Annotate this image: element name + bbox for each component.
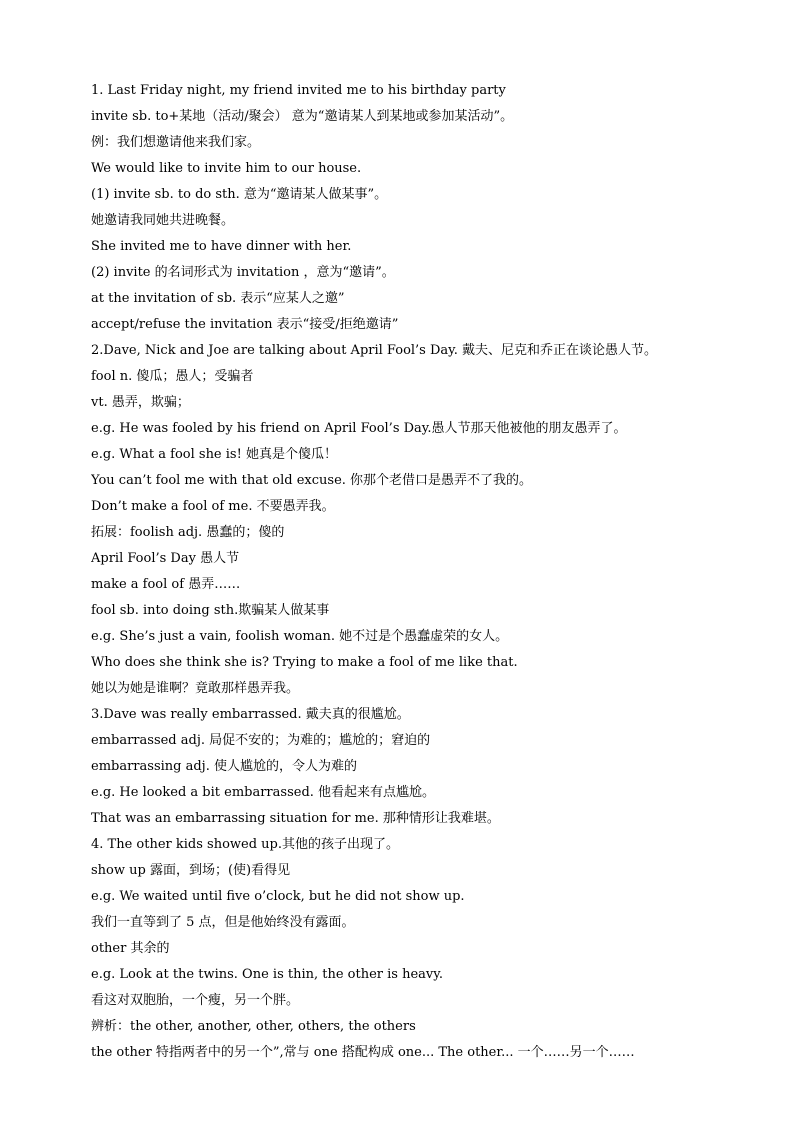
text-line-3: 例：我们想邀请他来我们家。 (91, 135, 261, 150)
text-line-14: e.g. He was fooled by his friend on April Fool’s Day.愚人节那天他被他的朋友愚弄了。 (91, 421, 627, 436)
text-line-25: 3.Dave was really embarrassed. 戴夫真的很尴尬。 (91, 707, 410, 722)
text-line-26: embarrassed adj. 局促不安的；为难的；尴尬的；窘迫的 (91, 733, 431, 748)
text-line-36: 看这对双胞胎，一个瘦，另一个胖。 (91, 993, 300, 1008)
text-line-11: 2.Dave, Nick and Joe are talking about April Fool’s Day. 戴夫、尼克和乔正在谈论愚人节。 (91, 343, 658, 358)
text-line-4: We would like to invite him to our house. (91, 161, 362, 176)
text-line-24: 她以为她是谁啊？竟敢那样愚弄我。 (91, 681, 300, 696)
text-line-16: You can’t fool me with that old excuse. 你那个老借口是愚弄不了我的。 (91, 473, 533, 488)
text-line-18: 拓展：foolish adj. 愚蠢的；傻的 (91, 525, 285, 540)
text-line-6: 她邀请我同她共进晚餐。 (91, 213, 235, 228)
text-line-34: other 其余的 (91, 941, 170, 956)
text-line-7: She invited me to have dinner with her. (91, 239, 352, 254)
document-body (91, 78, 751, 1066)
text-line-37: 辨析：the other, another, other, others, the others (91, 1019, 416, 1034)
text-line-23: Who does she think she is? Trying to make a fool of me like that. (91, 655, 518, 670)
text-line-30: 4. The other kids showed up.其他的孩子出现了。 (91, 837, 400, 852)
text-line-27: embarrassing adj. 使人尴尬的，令人为难的 (91, 759, 357, 774)
text-line-5: (1) invite sb. to do sth. 意为“邀请某人做某事”。 (91, 187, 388, 202)
text-line-31: show up 露面，到场；(使)看得见 (91, 863, 291, 878)
text-line-9: at the invitation of sb. 表示“应某人之邀” (91, 291, 345, 306)
text-line-29: That was an embarrassing situation for me. 那种情形让我难堪。 (91, 811, 500, 826)
text-line-2: invite sb. to+某地（活动/聚会） 意为“邀请某人到某地或参加某活动”。 (91, 109, 514, 124)
text-line-22: e.g. She’s just a vain, foolish woman. 她不过是个愚蠢虚荣的女人。 (91, 629, 509, 644)
text-line-35: e.g. Look at the twins. One is thin, the other is heavy. (91, 967, 444, 982)
text-line-19: April Fool’s Day 愚人节 (91, 551, 240, 566)
text-line-10: accept/refuse the invitation 表示“接受/拒绝邀请” (91, 317, 399, 332)
text-line-21: fool sb. into doing sth.欺骗某人做某事 (91, 603, 330, 618)
text-line-8: (2) invite 的名词形式为 invitation ，意为“邀请”。 (91, 265, 395, 280)
text-line-32: e.g. We waited until five o’clock, but he did not show up. (91, 889, 465, 904)
text-line-15: e.g. What a fool she is! 她真是个傻瓜！ (91, 447, 337, 462)
text-line-28: e.g. He looked a bit embarrassed. 他看起来有点尴尬。 (91, 785, 436, 800)
text-line-13: vt. 愚弄，欺骗； (91, 395, 190, 410)
text-line-1: 1. Last Friday night, my friend invited me to his birthday party (91, 83, 506, 98)
text-line-17: Don’t make a fool of me. 不要愚弄我。 (91, 499, 335, 514)
text-line-12: fool n. 傻瓜；愚人；受骗者 (91, 369, 254, 384)
text-line-33: 我们一直等到了 5 点，但是他始终没有露面。 (91, 915, 355, 930)
text-line-20: make a fool of 愚弄…… (91, 577, 241, 592)
text-line-38: the other 特指两者中的另一个”,常与 one 搭配构成 one... The other... 一个……另一个…… (91, 1045, 635, 1060)
